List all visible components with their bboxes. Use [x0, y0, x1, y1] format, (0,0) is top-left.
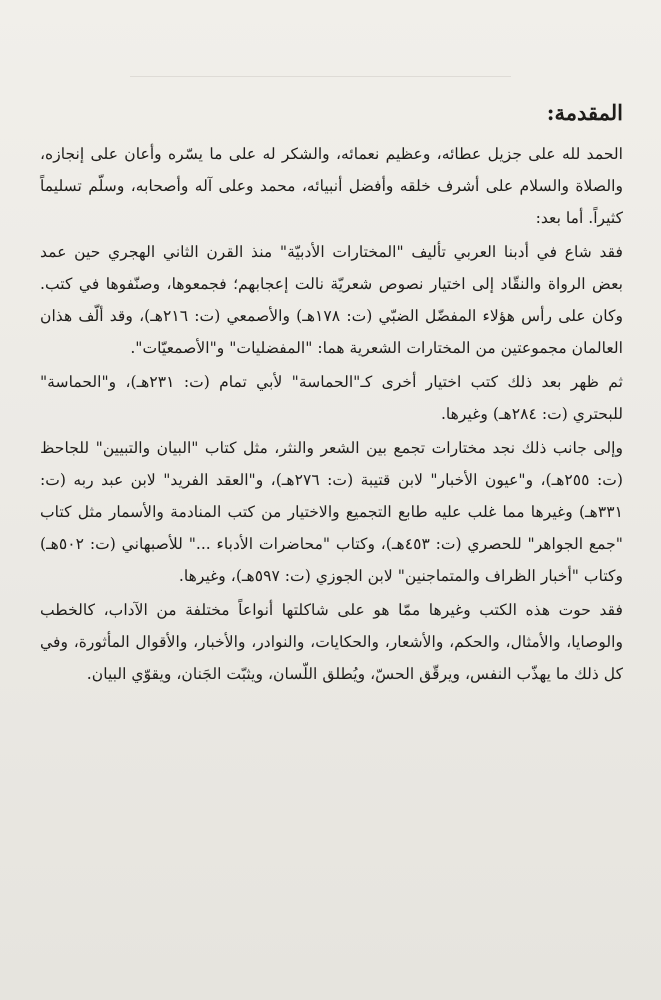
paragraph-opening: الحمد لله على جزيل عطائه، وعظيم نعمائه، والشكر له على ما يسّره وأعان على إنجازه، والصلاة والسلام على أشرف خلقه وأفضل أنبيائه، محمد وعلى آله وأصحابه، وسلّم تسليماً كثيراً. أما بعد: [40, 145, 623, 227]
paragraph-hamasa: ثم ظهر بعد ذلك كتب اختيار أخرى كـ"الحماسة" لأبي تمام (ت: ٢٣١هـ)، و"الحماسة" للبحتري (ت: ٢٨٤هـ) وغيرها. [40, 373, 623, 423]
faint-running-header [130, 62, 511, 77]
paragraph-contents-of-books: فقد حوت هذه الكتب وغيرها ممّا هو على شاكلتها أنواعاً مختلفة من الآداب، كالخطب والوصايا، والأمثال، والحكم، والأشعار، والحكايات، والنوادر، والأخبار، والأقوال المأثورة، وفي كل ذلك ما يهذّب النفس، ويرقّق الحسّ، ويُطلق اللّسان، ويثبّت الجَنان، ويقوّي البيان. [40, 601, 623, 683]
page-body [40, 96, 623, 690]
paragraph-prose-poetry-collections: وإلى جانب ذلك نجد مختارات تجمع بين الشعر والنثر، مثل كتاب "البيان والتبيين" للجاحظ (ت: ٢٥٥هـ)، و"عيون الأخبار" لابن قتيبة (ت: ٢٧٦هـ)، و"العقد الفريد" لابن عبد ربه (ت: ٣٣١هـ) وغيرها مما غلب عليه طابع التجميع والاختيار من كتب المنادمة والأسمار مثل كتاب "جمع الجواهر" للحصري (ت: ٤٥٣هـ)، وكتاب "محاضرات الأدباء ..." للأصبهاني (ت: ٥٠٢هـ) وكتاب "أخبار الظراف والمتماجنين" لابن الجوزي (ت: ٥٩٧هـ)، وغيرها. [40, 439, 623, 585]
paragraph-mukhtarat-history: فقد شاع في أدبنا العربي تأليف "المختارات الأدبيّة" منذ القرن الثاني الهجري حين عمد بعض الرواة والنقّاد إلى اختيار نصوص شعريّة نالت إعجابهم؛ فجمعوها، وصنّفوها في كتب. وكان على رأس هؤلاء المفضّل الضبّي (ت: ١٧٨هـ) والأصمعي (ت: ٢١٦هـ)، وقد ألّف هذان العالمان مجموعتين من المختارات الشعرية هما: "المفضليات" و"الأصمعيّات". [40, 243, 623, 357]
section-heading: المقدمة: [546, 100, 623, 125]
